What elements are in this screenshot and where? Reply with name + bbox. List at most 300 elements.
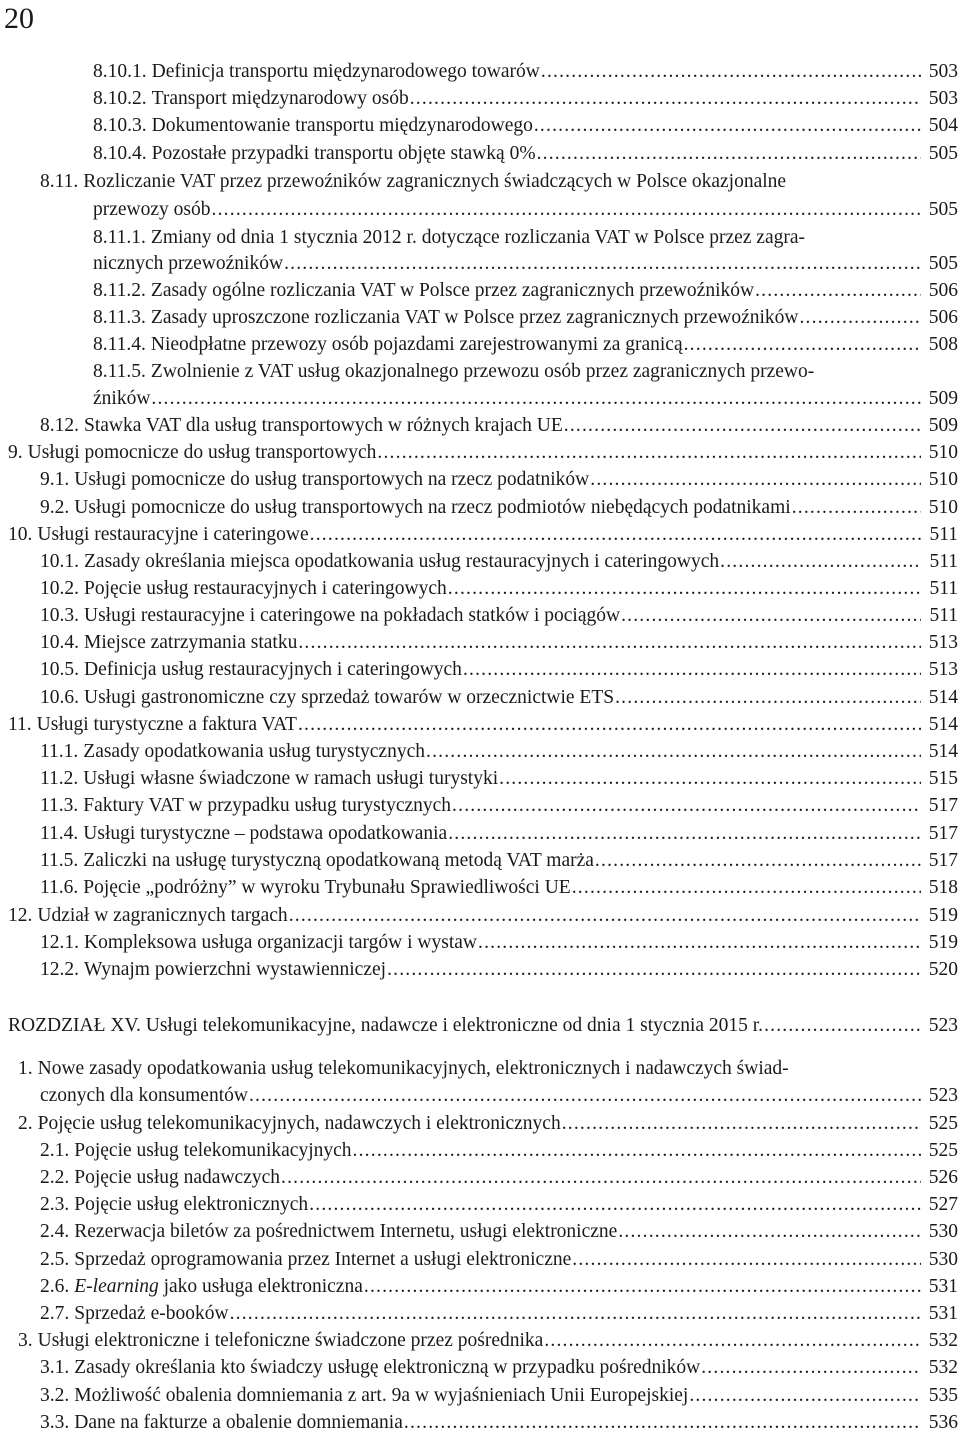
toc-entry xyxy=(0,874,960,902)
toc-entry-text xyxy=(40,494,921,522)
toc-entry-text xyxy=(93,58,921,86)
toc-entry-title: Pojęcie usług telekomunikacyjnych xyxy=(74,1140,352,1161)
toc-entry-text xyxy=(18,1055,958,1083)
dot-leader xyxy=(403,1409,921,1437)
toc-entry-title: Zasady określania kto świadczy usługę elektroniczną w przypadku pośredników xyxy=(74,1357,701,1378)
dot-leader xyxy=(386,956,921,984)
toc-entry-page: 510 xyxy=(928,497,958,518)
dot-leader xyxy=(533,112,921,140)
toc-entry-title: Zasady opodatkowania usług turystycznych xyxy=(83,741,425,762)
toc-entry-title: Usługi gastronomiczne czy sprzedaż towarów w orzecznictwie ETS xyxy=(84,687,615,708)
toc-entry-title: Usługi elektroniczne i telefoniczne świadczone przez pośrednika xyxy=(37,1330,544,1351)
toc-entry xyxy=(0,1164,960,1192)
toc-entry-number: 2.7. xyxy=(40,1303,70,1324)
toc-entry-label xyxy=(40,412,563,440)
toc-entry xyxy=(0,1012,960,1040)
toc-entry-label xyxy=(40,1218,617,1246)
dot-leader xyxy=(376,439,921,467)
dot-leader xyxy=(498,765,921,793)
toc-entry xyxy=(0,847,960,875)
toc-entry-page: 535 xyxy=(928,1385,958,1406)
toc-entry-number: 2. xyxy=(18,1113,33,1134)
toc-entry-label xyxy=(93,140,536,168)
toc-entry-title: E-learning xyxy=(74,1276,159,1297)
toc-entry-label xyxy=(40,629,297,657)
toc-entry-text xyxy=(40,602,921,630)
toc-entry xyxy=(0,304,960,332)
toc-entry-text xyxy=(40,929,921,957)
toc-entry-page: 513 xyxy=(928,632,958,653)
dot-leader xyxy=(754,277,921,305)
toc-entry-number: 9.1. xyxy=(40,469,70,490)
toc-entry-number: 8.11.4. xyxy=(93,334,146,355)
toc-entry-title: Usługi pomocnicze do usług transportowych xyxy=(27,442,377,463)
dot-leader xyxy=(536,140,921,168)
toc-entry-title: Rezerwacja biletów za pośrednictwem Internetu, usługi elektroniczne xyxy=(74,1221,618,1242)
toc-entry-label xyxy=(18,1327,543,1355)
toc-entry-text xyxy=(40,956,921,984)
toc-entry-page: 503 xyxy=(928,88,958,109)
toc-entry-page: 503 xyxy=(928,61,958,82)
toc-entry-label xyxy=(40,738,425,766)
toc-entry-title: Dane na fakturze a obalenie domniemania xyxy=(74,1412,403,1433)
toc-entry-text xyxy=(40,792,921,820)
toc-entry-page: 510 xyxy=(928,442,958,463)
toc-entry-label xyxy=(93,196,211,224)
toc-entry-title: Pozostałe przypadki transportu objęte stawką 0% xyxy=(151,143,536,164)
toc-entry-text xyxy=(93,385,921,413)
toc-entry-page: 506 xyxy=(928,307,958,328)
toc-entry-number: 8.10.1. xyxy=(93,61,147,82)
toc-entry-text xyxy=(93,85,921,113)
toc-entry-number: 2.3. xyxy=(40,1194,70,1215)
dot-leader xyxy=(248,1082,921,1110)
toc-entry-title: Zwolnienie z VAT usług okazjonalnego przewozu osób przez zagranicznych przewo- xyxy=(150,361,815,382)
toc-entry-label xyxy=(40,1273,363,1301)
toc-entry-text xyxy=(40,1354,921,1382)
toc-entry-title: Zasady określania miejsca opodatkowania usług restauracyjnych i cateringowych xyxy=(84,551,720,572)
toc-entry-title: przewozy osób xyxy=(93,199,211,220)
toc-entry-title: Kompleksowa usługa organizacji targów i wystaw xyxy=(84,932,477,953)
toc-entry-title: Transport międzynarodowy osób xyxy=(151,88,409,109)
toc-entry-title: Nowe zasady opodatkowania usług telekomunikacyjnych, elektronicznych i nadawczych świad- xyxy=(37,1058,789,1079)
toc-entry-label xyxy=(40,874,571,902)
toc-entry-text xyxy=(40,1409,921,1437)
toc-entry-title: Usługi własne świadczone w ramach usługi turystyki xyxy=(83,768,499,789)
toc-entry-page: 515 xyxy=(928,768,958,789)
toc-entry-label xyxy=(93,224,805,252)
toc-entry-title: źników xyxy=(93,388,151,409)
toc-entry xyxy=(0,1409,960,1437)
toc-entry-page: 514 xyxy=(928,714,958,735)
toc-entry-number: 10.4. xyxy=(40,632,79,653)
toc-entry xyxy=(0,956,960,984)
toc-entry-number: 11.1. xyxy=(40,741,79,762)
toc-entry-title: Zasady ogólne rozliczania VAT w Polsce przez zagranicznych przewoźników xyxy=(150,280,755,301)
toc-entry-number: 8.11.1. xyxy=(93,227,146,248)
toc-entry-title-suffix: jako usługa elektroniczna xyxy=(158,1276,363,1297)
dot-leader xyxy=(280,1164,921,1192)
dot-leader xyxy=(477,929,921,957)
toc-entry-label xyxy=(40,1164,280,1192)
toc-entry-text xyxy=(40,466,921,494)
toc-entry-title: Rozliczanie VAT przez przewoźników zagranicznych świadczących w Polsce okazjonalne xyxy=(83,171,787,192)
toc-entry-label xyxy=(93,58,540,86)
toc-entry xyxy=(0,58,960,86)
toc-entry-text xyxy=(40,820,921,848)
toc-entry-text xyxy=(40,847,921,875)
toc-entry xyxy=(0,1191,960,1219)
toc-entry-text xyxy=(8,521,921,549)
toc-entry-page: 525 xyxy=(928,1140,958,1161)
toc-entry-label xyxy=(40,765,498,793)
toc-entry xyxy=(0,168,960,196)
toc-entry xyxy=(0,602,960,630)
toc-entry-text xyxy=(40,874,921,902)
toc-entry-text xyxy=(40,1164,921,1192)
toc-entry xyxy=(0,1273,960,1301)
toc-entry xyxy=(0,629,960,657)
toc-entry xyxy=(0,684,960,712)
toc-entry xyxy=(0,439,960,467)
dot-leader xyxy=(363,1273,921,1301)
toc-entry-title: Usługi restauracyjne i cateringowe xyxy=(37,524,309,545)
toc-entry-text xyxy=(40,1273,921,1301)
toc-entry-text xyxy=(40,765,921,793)
toc-entry-label xyxy=(8,439,376,467)
dot-leader xyxy=(543,1327,921,1355)
toc-entry-title: Sprzedaż oprogramowania przez Internet a usługi elektroniczne xyxy=(74,1249,572,1270)
dot-leader xyxy=(150,385,921,413)
toc-entry-page: 530 xyxy=(928,1249,958,1270)
toc-entry-title: Usługi pomocnicze do usług transportowych na rzecz podatników xyxy=(74,469,590,490)
toc-entry-page: 519 xyxy=(928,905,958,926)
toc-entry-text xyxy=(93,140,921,168)
toc-entry-page: 523 xyxy=(928,1015,958,1036)
toc-entry-label xyxy=(93,358,814,386)
toc-entry-label xyxy=(40,792,451,820)
toc-entry-label xyxy=(40,548,719,576)
toc-entry-label xyxy=(40,684,614,712)
toc-entry-number: 10.3. xyxy=(40,605,79,626)
dot-leader xyxy=(229,1300,921,1328)
toc-entry-label xyxy=(93,250,283,278)
toc-entry-text xyxy=(40,1137,921,1165)
toc-entry-page: 520 xyxy=(928,959,958,980)
toc-entry-label xyxy=(40,820,447,848)
toc-entry-title: Możliwość obalenia domniemania z art. 9a w wyjaśnieniach Unii Europejskiej xyxy=(74,1385,689,1406)
toc-entry-title: Usługi restauracyjne i cateringowe na pokładach statków i pociągów xyxy=(84,605,621,626)
toc-entry-page: 517 xyxy=(928,823,958,844)
toc-entry-number: 10.5. xyxy=(40,659,79,680)
dot-leader xyxy=(451,792,921,820)
toc-entry-number: 12.2. xyxy=(40,959,79,980)
dot-leader xyxy=(297,629,921,657)
toc-entry-number: 11.4. xyxy=(40,823,79,844)
toc-entry-number: 10.6. xyxy=(40,687,79,708)
toc-entry xyxy=(0,1110,960,1138)
toc-entry-title: Zasady uproszczone rozliczania VAT w Polsce przez zagranicznych przewoźników xyxy=(150,307,799,328)
toc-entry-title: Wynajm powierzchni wystawienniczej xyxy=(84,959,387,980)
toc-entry-number: 8.10.3. xyxy=(93,115,147,136)
toc-entry-text xyxy=(93,358,958,386)
toc-entry-title: Zmiany od dnia 1 stycznia 2012 r. dotyczące rozliczania VAT w Polsce przez zagra- xyxy=(150,227,806,248)
toc-entry-label xyxy=(40,168,786,196)
toc-entry-number: 3.1. xyxy=(40,1357,70,1378)
toc-entry-title: Definicja usług restauracyjnych i cateringowych xyxy=(84,659,462,680)
toc-entry xyxy=(0,1055,960,1083)
toc-entry-number: 11.3. xyxy=(40,795,79,816)
toc-entry xyxy=(0,1082,960,1110)
toc-entry-number: 8.11.5. xyxy=(93,361,146,382)
toc-entry-text xyxy=(8,439,921,467)
toc-entry-label xyxy=(40,956,386,984)
toc-entry xyxy=(0,711,960,739)
toc-entry xyxy=(0,466,960,494)
toc-entry-title: Pojęcie usług restauracyjnych i cateringowych xyxy=(84,578,447,599)
toc-entry-page: 517 xyxy=(928,795,958,816)
toc-entry-label xyxy=(40,1082,248,1110)
toc-entry-number: 2.4. xyxy=(40,1221,70,1242)
toc-entry-number: 8.11.3. xyxy=(93,307,146,328)
toc-entry-text xyxy=(40,548,921,576)
dot-leader xyxy=(462,656,921,684)
toc-entry-text xyxy=(40,1218,921,1246)
toc-entry-label xyxy=(93,304,798,332)
toc-entry-text xyxy=(93,331,921,359)
toc-entry-number: 11. xyxy=(8,714,32,735)
toc-entry-title: Usługi turystyczne – podstawa opodatkowania xyxy=(83,823,448,844)
dot-leader xyxy=(352,1137,921,1165)
toc-entry-text xyxy=(8,902,921,930)
toc-entry xyxy=(0,277,960,305)
dot-leader xyxy=(594,847,921,875)
toc-entry-label xyxy=(40,1354,700,1382)
toc-entry-text xyxy=(40,1300,921,1328)
toc-entry-page: 504 xyxy=(928,115,958,136)
toc-entry-label xyxy=(40,656,462,684)
toc-entry-title: Usługi turystyczne a faktura VAT xyxy=(36,714,297,735)
toc-entry-number: 3.3. xyxy=(40,1412,70,1433)
toc-entry-label xyxy=(40,1382,688,1410)
toc-entry-label xyxy=(40,1137,352,1165)
toc-entry-page: 527 xyxy=(928,1194,958,1215)
toc-entry-page: 519 xyxy=(928,932,958,953)
toc-entry-page: 510 xyxy=(928,469,958,490)
toc-entry xyxy=(0,224,960,252)
toc-entry-page: 508 xyxy=(928,334,958,355)
toc-entry-page: 514 xyxy=(928,687,958,708)
toc-entry xyxy=(0,820,960,848)
toc-entry-label xyxy=(18,1055,789,1083)
toc-entry-page: 525 xyxy=(928,1113,958,1134)
toc-entry-text xyxy=(40,629,921,657)
toc-entry-page: 523 xyxy=(928,1085,958,1106)
toc-entry xyxy=(0,902,960,930)
toc-entry-title: Miejsce zatrzymania statku xyxy=(84,632,298,653)
toc-entry-title: Zaliczki na usługę turystyczną opodatkowaną metodą VAT marża xyxy=(83,850,594,871)
toc-entry-number: 9. xyxy=(8,442,23,463)
toc-entry-text xyxy=(40,1191,921,1219)
toc-entry-label xyxy=(93,385,150,413)
dot-leader xyxy=(617,1218,921,1246)
toc-entry-label xyxy=(8,521,309,549)
dot-leader xyxy=(571,1246,921,1274)
toc-entry-page: 505 xyxy=(928,143,958,164)
dot-leader xyxy=(283,250,921,278)
toc-entry xyxy=(0,765,960,793)
dot-leader xyxy=(571,874,921,902)
dot-leader xyxy=(409,85,921,113)
toc-entry xyxy=(0,112,960,140)
toc-entry xyxy=(0,385,960,413)
toc-entry-page: 532 xyxy=(928,1330,958,1351)
dot-leader xyxy=(798,304,921,332)
toc-entry-text xyxy=(40,656,921,684)
toc-entry-page: 511 xyxy=(929,605,958,626)
toc-entry-label xyxy=(40,1191,308,1219)
toc-entry-label xyxy=(93,331,683,359)
toc-entry-title: Udział w zagranicznych targach xyxy=(37,905,288,926)
toc-entry xyxy=(0,656,960,684)
dot-leader xyxy=(447,820,921,848)
toc-entry-number: 8.10.4. xyxy=(93,143,147,164)
toc-entry-page: 513 xyxy=(928,659,958,680)
toc-entry-text xyxy=(8,1012,921,1040)
toc-entry-page: 505 xyxy=(928,199,958,220)
toc-entry-page: 532 xyxy=(928,1357,958,1378)
toc-entry-title: Usługi pomocnicze do usług transportowych na rzecz podmiotów niebędących podatnikami xyxy=(74,497,791,518)
toc-entry-page: 514 xyxy=(928,741,958,762)
dot-leader xyxy=(614,684,921,712)
toc-entry-title: ROZDZIAŁ XV. Usługi telekomunikacyjne, nadawcze i elektroniczne od dnia 1 stycznia 2015 r. xyxy=(8,1015,764,1036)
dot-leader xyxy=(288,902,921,930)
toc-entry-text xyxy=(40,1246,921,1274)
toc-entry-page: 531 xyxy=(928,1303,958,1324)
toc-entry-title: Pojęcie usług nadawczych xyxy=(74,1167,281,1188)
toc-entry-text xyxy=(8,711,921,739)
toc-entry-number: 11.6. xyxy=(40,877,79,898)
toc-entry-number: 2.6. xyxy=(40,1276,70,1297)
toc-entry-number: 1. xyxy=(18,1058,33,1079)
toc-entry-label xyxy=(40,929,477,957)
dot-leader xyxy=(683,331,921,359)
dot-leader xyxy=(719,548,921,576)
toc-entry xyxy=(0,412,960,440)
toc-entry-label xyxy=(40,575,447,603)
toc-entry-title: Pojęcie „podróżny” w wyroku Trybunału Sprawiedliwości UE xyxy=(83,877,571,898)
toc-entry-title: Nieodpłatne przewozy osób pojazdami zarejestrowanymi za granicą xyxy=(150,334,683,355)
toc-entry-text xyxy=(18,1110,921,1138)
toc-entry xyxy=(0,250,960,278)
toc-entry xyxy=(0,792,960,820)
toc-entry-text xyxy=(40,1082,921,1110)
dot-leader xyxy=(211,196,921,224)
toc-entry xyxy=(0,738,960,766)
toc-entry-label xyxy=(18,1110,561,1138)
toc-entry xyxy=(0,1327,960,1355)
toc-entry-title: Stawka VAT dla usług transportowych w różnych krajach UE xyxy=(84,415,563,436)
toc-entry-text xyxy=(18,1327,921,1355)
dot-leader xyxy=(297,711,921,739)
toc-entry-text xyxy=(93,250,921,278)
toc-entry-page: 531 xyxy=(928,1276,958,1297)
dot-leader xyxy=(561,1110,921,1138)
toc-entry-number: 11.2. xyxy=(40,768,79,789)
toc-entry-page: 505 xyxy=(928,253,958,274)
toc-entry-text xyxy=(93,277,921,305)
toc-entry-label xyxy=(8,1012,763,1040)
toc-entry-number: 8.11. xyxy=(40,171,79,192)
toc-entry-page: 511 xyxy=(929,578,958,599)
toc-entry-title: nicznych przewoźników xyxy=(93,253,284,274)
toc-entry xyxy=(0,1382,960,1410)
toc-entry-page: 536 xyxy=(928,1412,958,1433)
toc-entry-page: 511 xyxy=(929,524,958,545)
toc-entry-label xyxy=(93,112,533,140)
toc-entry-label xyxy=(40,494,791,522)
toc-entry-text xyxy=(93,224,958,252)
toc-entry-label xyxy=(40,847,594,875)
toc-entry-label xyxy=(40,602,620,630)
toc-entry-number: 2.2. xyxy=(40,1167,70,1188)
toc-entry-number: 8.11.2. xyxy=(93,280,146,301)
toc-entry-number: 3.2. xyxy=(40,1385,70,1406)
toc-entry-number: 3. xyxy=(18,1330,33,1351)
toc-entry-number: 10. xyxy=(8,524,33,545)
toc-entry-text xyxy=(40,684,921,712)
toc-entry-text xyxy=(40,412,921,440)
toc-entry-page: 526 xyxy=(928,1167,958,1188)
toc-entry xyxy=(0,521,960,549)
toc-entry xyxy=(0,1300,960,1328)
toc-entry-title: czonych dla konsumentów xyxy=(40,1085,248,1106)
toc-entry xyxy=(0,548,960,576)
toc-entry-label xyxy=(40,466,589,494)
toc-entry-page: 530 xyxy=(928,1221,958,1242)
toc-entry-label xyxy=(93,277,754,305)
toc-entry-title: Sprzedaż e-booków xyxy=(74,1303,229,1324)
toc-entry-number: 12.1. xyxy=(40,932,79,953)
dot-leader xyxy=(589,466,921,494)
toc-entry-text xyxy=(93,304,921,332)
toc-entry xyxy=(0,358,960,386)
toc-entry xyxy=(0,929,960,957)
toc-entry-title: Pojęcie usług elektronicznych xyxy=(74,1194,309,1215)
toc-entry xyxy=(0,1246,960,1274)
dot-leader xyxy=(688,1382,921,1410)
toc-entry-number: 2.5. xyxy=(40,1249,70,1270)
toc-entry-number: 8.12. xyxy=(40,415,79,436)
toc-entry xyxy=(0,85,960,113)
dot-leader xyxy=(620,602,921,630)
page-number: 20 xyxy=(4,2,34,35)
toc-entry-number: 10.2. xyxy=(40,578,79,599)
toc-entry-label xyxy=(40,1300,229,1328)
toc-entry-label xyxy=(40,1246,571,1274)
dot-leader xyxy=(540,58,921,86)
dot-leader xyxy=(308,1191,921,1219)
dot-leader xyxy=(563,412,921,440)
toc-entry-title: Definicja transportu międzynarodowego towarów xyxy=(151,61,540,82)
dot-leader xyxy=(791,494,921,522)
toc-entry-title: Dokumentowanie transportu międzynarodowego xyxy=(151,115,533,136)
toc-entry-page: 509 xyxy=(928,415,958,436)
toc-entry-label xyxy=(93,85,409,113)
toc-entry xyxy=(0,494,960,522)
toc-entry-text xyxy=(40,575,921,603)
toc-entry xyxy=(0,196,960,224)
